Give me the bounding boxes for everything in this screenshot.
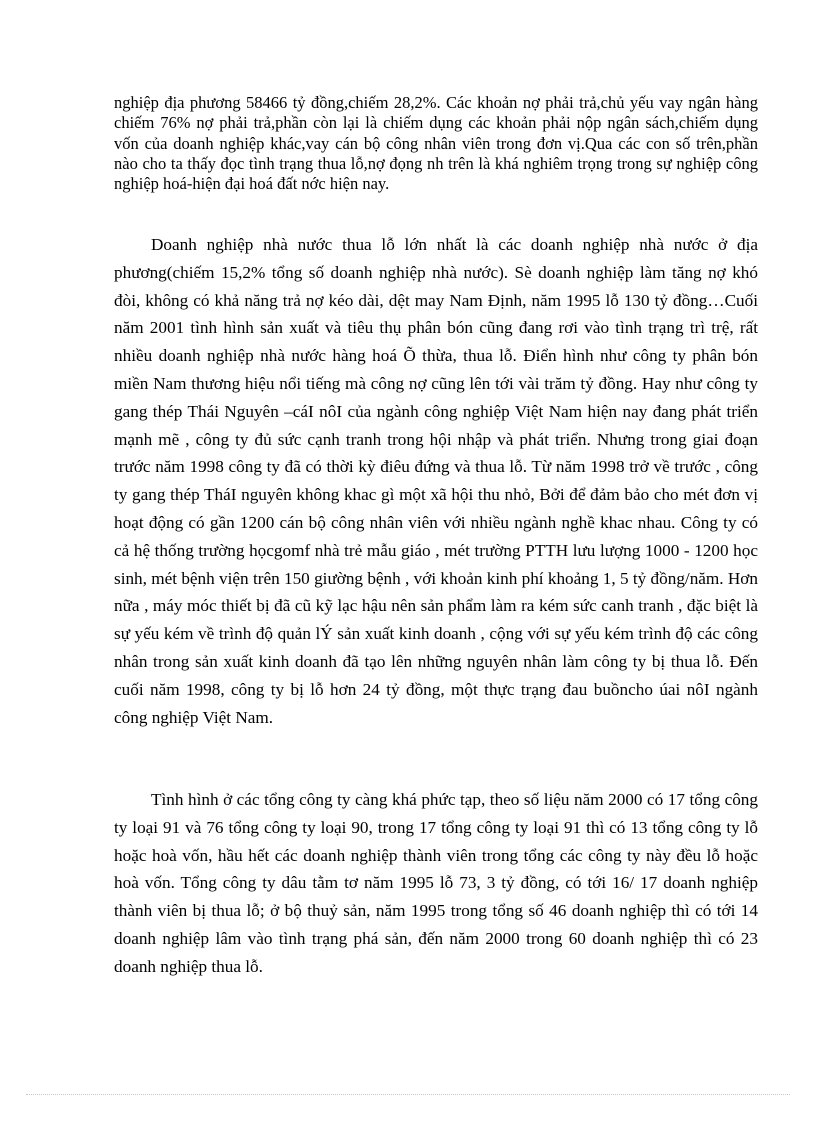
page-bottom-divider — [26, 1094, 790, 1095]
intro-paragraph: nghiệp địa phương 58466 tỷ đồng,chiếm 28,2%. Các khoản nợ phải trả,chủ yếu vay ngân hàng chiếm 76% nợ phải trả,phần còn lại là chiếm dụng các khoản phải nộp ngân sách,chiếm dụng vốn của doanh nghiệp khác,vay cán bộ công nhân viên trong đơn vị.Qua các con số trên,phần nào cho ta thấy đọc tình trạng thua lỗ,nợ đọng nh trên là khá nghiêm trọng trong sự nghiệp công nghiệp hoá-hiện đại hoá đất nớc hiện nay. — [114, 93, 758, 194]
paragraph-state-enterprise-losses: Doanh nghiệp nhà nước thua lỗ lớn nhất là các doanh nghiệp nhà nước ở địa phương(chiếm 15,2% tổng số doanh nghiệp nhà nước). Sè doanh nghiệp làm tăng nợ khó đòi, không có khả năng trả nợ kéo dài, dệt may Nam Định, năm 1995 lỗ 130 tỷ đồng…Cuối năm 2001 tình hình sản xuất và tiêu thụ phân bón cũng đang rơi vào tình trạng trì trệ, rất nhiều doanh nghiệp nhà nước hàng hoá Õ thừa, thua lỗ. Điển hình như công ty phân bón miền Nam thương hiệu nổi tiếng mà công nợ cũng lên tới vài trăm tỷ đồng. Hay như công ty gang thép Thái Nguyên –cáI nôI của ngành công nghiệp Việt Nam hiện nay đang phát triển mạnh mẽ , công ty đủ sức cạnh tranh trong hội nhập và phát triển. Nhưng trong giai đoạn trước năm 1998 công ty đã có thời kỳ điêu đứng và thua lỗ. Từ năm 1998 trở về trước , công ty gang thép TháI nguyên không khac gì một xã hội thu nhỏ, Bởi để đảm bảo cho mét đơn vị hoạt động có gần 1200 cán bộ công nhân viên với nhiều ngành nghề khac nhau. Công ty có cả hệ thống trường họcgomf nhà trẻ mẫu giáo , mét trường PTTH lưu lượng 1000 - 1200 học sinh, mét bệnh viện trên 150 giường bệnh , với khoản kinh phí khoảng 1, 5 tỷ đồng/năm. Hơn nữa , máy móc thiết bị đã cũ kỹ lạc hậu nên sản phẩm làm ra kém sức canh tranh , đặc biệt là sự yếu kém về trình độ quản lÝ sản xuất kinh doanh , cộng với sự yếu kém trình độ các công nhân trong sản xuất kinh doanh đã tạo lên những nguyên nhân làm công ty bị thua lỗ. Đến cuối năm 1998, công ty bị lỗ hơn 24 tỷ đồng, một thực trạng đau buồncho úai nôI ngành công nghiệp Việt Nam. — [114, 235, 758, 727]
paragraph-general-corporations: Tình hình ở các tổng công ty càng khá phức tạp, theo số liệu năm 2000 có 17 tổng công ty loại 91 và 76 tổng công ty loại 90, trong 17 tổng công ty loại 91 thì có 13 tổng công ty lỗ hoặc hoà vốn, hầu hết các doanh nghiệp thành viên trong tổng các công ty này đều lỗ hoặc hoà vốn. Tổng công ty dâu tằm tơ năm 1995 lỗ 73, 3 tỷ đồng, có tới 16/ 17 doanh nghiệp thành viên bị thua lỗ; ở bộ thuỷ sản, năm 1995 trong tổng số 46 doanh nghiệp thì có tới 14 doanh nghiệp lâm vào tình trạng phá sản, đến năm 2000 trong 60 doanh nghiệp thì có 23 doanh nghiệp thua lỗ. — [114, 790, 758, 976]
